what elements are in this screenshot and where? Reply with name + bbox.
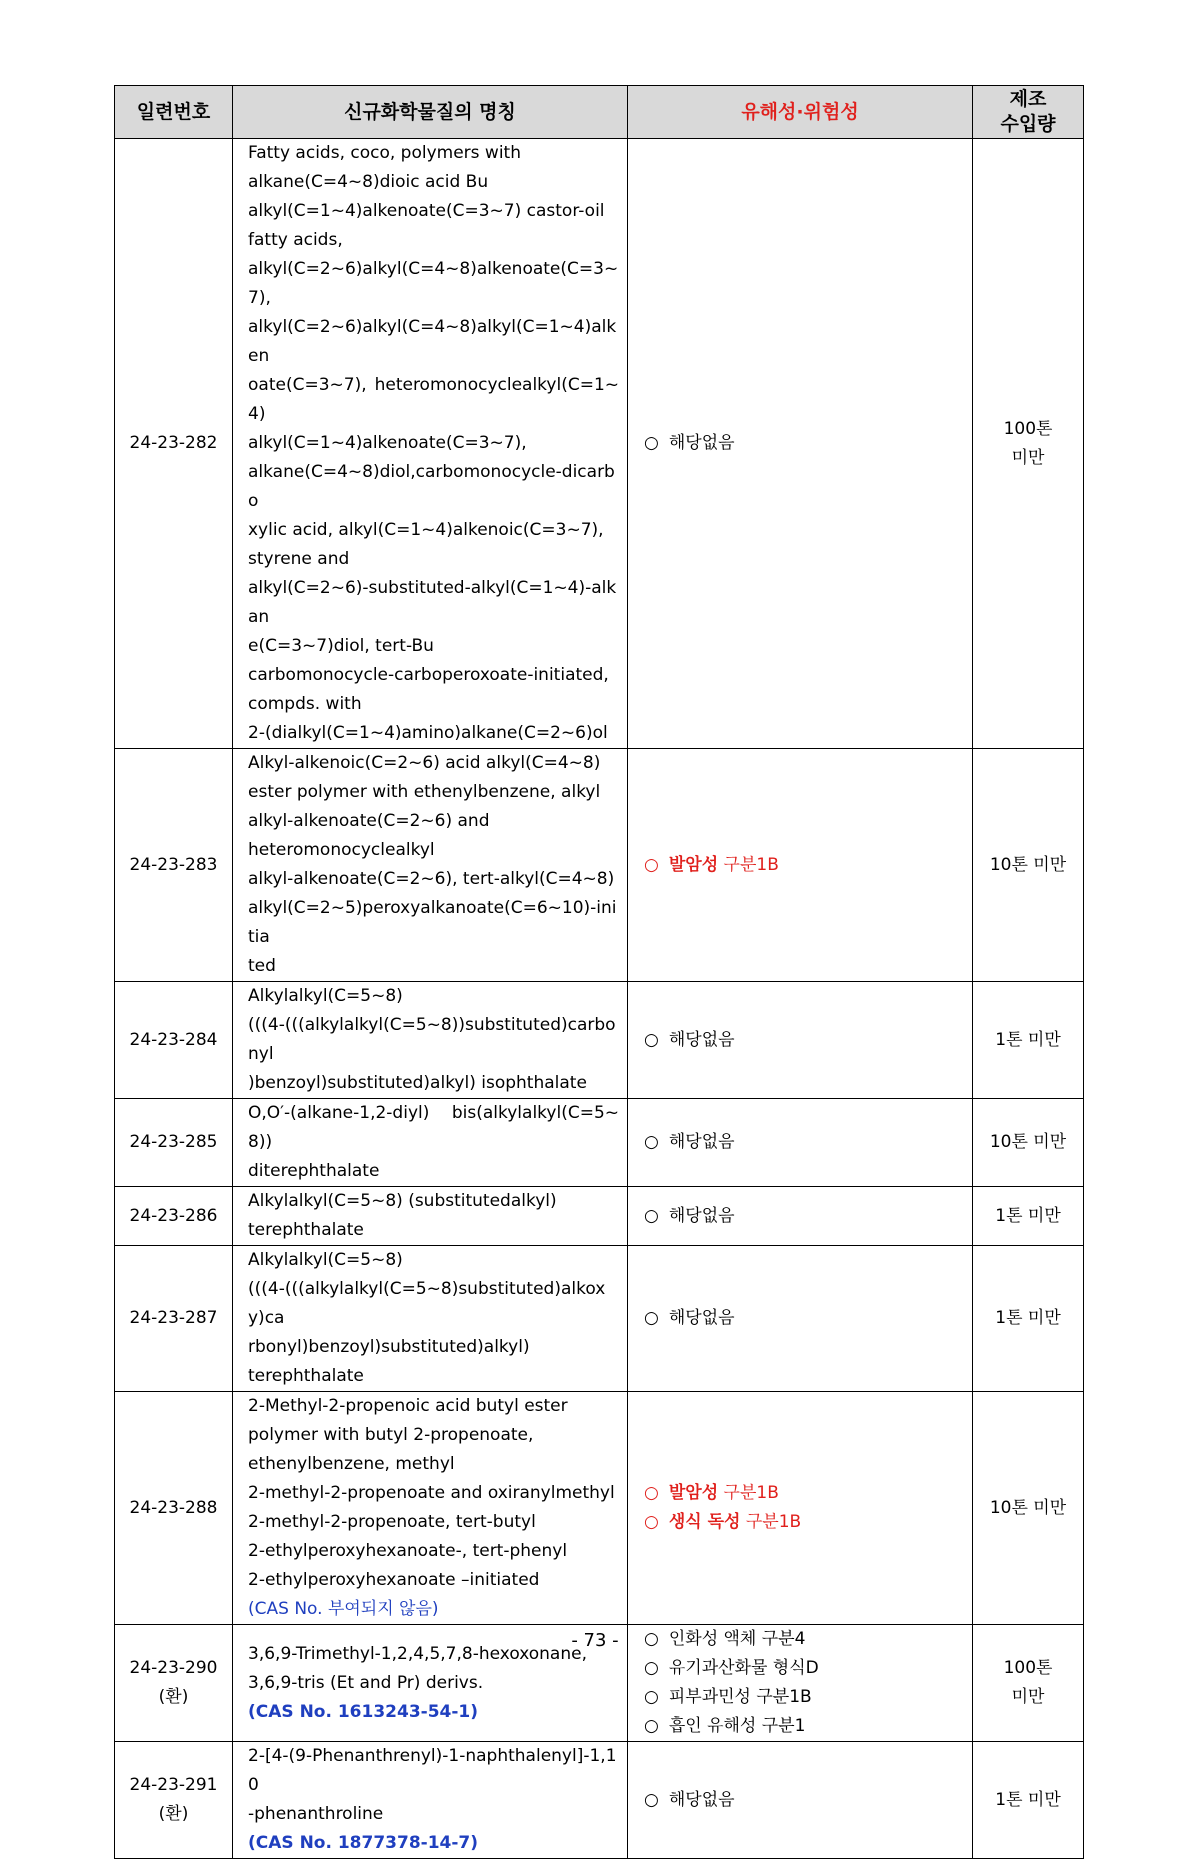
substance-name-line: O,O′-(alkane-1,2-diyl) bis(alkylalkyl(C=5~8)) [248,1103,619,1152]
substance-name-line: alkane(C=4~8)diol,carbomonocycle-dicarbo [248,462,615,511]
hazard-cell [628,982,973,1099]
substance-name-line: Alkyl-alkenoic(C=2~6) acid alkyl(C=4~8) [248,753,601,773]
table-row [115,1099,1084,1187]
substance-name-line: (((4-(((alkylalkyl(C=5~8))substituted)carbonyl [248,1015,616,1064]
substance-name-line: 2-ethylperoxyhexanoate –initiated [248,1570,540,1590]
substance-name-line: Alkylalkyl(C=5~8) [248,1250,403,1270]
substance-name-line: diterephthalate [248,1161,380,1181]
hazard-cell [628,1187,973,1246]
serial-number-cell [115,1246,233,1392]
serial-number: 24-23-282 [129,433,218,453]
circle-bullet-icon: ○ [644,1483,659,1503]
substance-name-line: 3,6,9-Trimethyl-1,2,4,5,7,8-hexoxonane, [248,1643,587,1664]
serial-number: 24-23-283 [129,854,218,875]
substance-name-line: Alkylalkyl(C=5~8) [248,986,403,1006]
header-substance-name: 신규화학물질의 명칭 [233,86,628,139]
quantity-value: 미만 [1011,1687,1045,1707]
circle-bullet-icon: ○ [644,1687,659,1707]
hazard-text: 해당없음 [668,1029,735,1050]
circle-bullet-icon: ○ [644,854,659,875]
quantity-cell [973,1246,1084,1392]
hazard-text: 구분1B [723,854,779,875]
hazard-item [644,1654,972,1683]
hazard-item [644,429,972,458]
substance-name-line: alkyl(C=2~6)alkyl(C=4~8)alkenoate(C=3~7), [248,259,619,308]
serial-number: 24-23-288 [129,1497,218,1518]
chemical-substance-table-container [114,85,1083,1859]
quantity-value: 100톤 [1003,1658,1053,1678]
hazard-item [644,1202,972,1231]
substance-name-line: (((4-(((alkylalkyl(C=5~8)substituted)alkoxy)ca [248,1279,606,1328]
cas-number: (CAS No. 1877378-14-7) [248,1833,479,1853]
hazard-item [644,1786,972,1815]
substance-name-line: 3,6,9-tris (Et and Pr) derivs. [248,1672,484,1693]
substance-name-cell [233,982,628,1099]
serial-number: 24-23-286 [129,1205,218,1226]
hazard-text: 해당없음 [668,1132,735,1152]
circle-bullet-icon: ○ [644,1205,659,1226]
circle-bullet-icon: ○ [644,1716,659,1736]
substance-name-line: xylic acid, alkyl(C=1~4)alkenoic(C=3~7), [248,520,604,540]
hazard-item [644,1479,972,1508]
header-serial-number: 일련번호 [115,86,233,139]
substance-name-line: ester polymer with ethenylbenzene, alkyl [248,782,601,802]
substance-name-line: terephthalate [248,1220,364,1240]
serial-number: (환) [158,1687,189,1707]
quantity-value: 10톤 미만 [989,1497,1067,1518]
serial-number: 24-23-284 [129,1029,218,1050]
hazard-text: 인화성 액체 구분4 [668,1629,806,1649]
substance-name-line: 2-methyl-2-propenoate and oxiranylmethyl [248,1483,615,1503]
substance-name-line: )benzoyl)substituted)alkyl) isophthalate [248,1073,587,1093]
table-row [115,139,1084,749]
hazard-class: 발암성 [668,854,719,875]
serial-number-cell [115,139,233,749]
hazard-text: 피부과민성 구분1B [668,1687,812,1707]
circle-bullet-icon: ○ [644,1132,659,1152]
substance-name-line: heteromonocyclealkyl [248,840,435,860]
circle-bullet-icon: ○ [644,433,659,453]
hazard-item [644,851,972,880]
quantity-cell [973,1187,1084,1246]
serial-number: 24-23-291 [129,1775,218,1795]
substance-name-line: alkyl(C=1~4)alkenoate(C=3~7) castor-oil [248,201,605,221]
substance-name-line: fatty acids, [248,230,343,250]
substance-name-line: carbomonocycle-carboperoxoate-initiated, [248,665,609,685]
circle-bullet-icon: ○ [644,1029,659,1050]
substance-name-line: terephthalate [248,1366,364,1386]
page-number: - 73 - [571,1630,619,1651]
hazard-cell [628,1392,973,1625]
hazard-cell [628,749,973,982]
header-hazard: 유해성·위험성 [628,86,973,139]
substance-name-cell [233,1187,628,1246]
substance-name-line: compds. with [248,694,362,714]
hazard-text: 유기과산화물 형식D [668,1658,819,1678]
substance-name-cell [233,1099,628,1187]
hazard-text: 해당없음 [668,1308,735,1328]
quantity-cell [973,1099,1084,1187]
circle-bullet-icon: ○ [644,1308,659,1328]
table-body [115,139,1084,1859]
substance-name-cell [233,1392,628,1625]
hazard-cell [628,1246,973,1392]
serial-number: (환) [158,1804,189,1824]
quantity-cell [973,1392,1084,1625]
substance-name-line: 2-ethylperoxyhexanoate-, tert-phenyl [248,1541,568,1561]
table-row [115,1392,1084,1625]
serial-number: 24-23-285 [129,1132,218,1152]
hazard-text: 해당없음 [668,433,735,453]
table-row [115,1246,1084,1392]
quantity-value: 미만 [1011,447,1045,468]
hazard-text: 해당없음 [668,1205,735,1226]
cas-number: (CAS No. 부여되지 않음) [248,1599,439,1619]
serial-number-cell [115,1099,233,1187]
circle-bullet-icon: ○ [644,1789,659,1810]
serial-number-cell [115,982,233,1099]
hazard-class: 발암성 [668,1483,719,1503]
quantity-cell [973,982,1084,1099]
table-header [115,86,1084,139]
substance-name-line: ethenylbenzene, methyl [248,1454,455,1474]
substance-name-line: rbonyl)benzoyl)substituted)alkyl) [248,1337,530,1357]
substance-name-line: e(C=3~7)diol, tert-Bu [248,636,434,656]
header-quantity [973,86,1084,139]
serial-number-cell [115,1392,233,1625]
hazard-class: 생식 독성 [668,1512,741,1532]
substance-name-line: alkyl(C=2~5)peroxyalkanoate(C=6~10)-initia [248,898,617,947]
serial-number-cell [115,749,233,982]
substance-name-cell [233,139,628,749]
substance-name-line: oate(C=3~7), heteromonocyclealkyl(C=1~4) [248,375,619,424]
table-row [115,749,1084,982]
substance-name-line: alkyl(C=2~6)alkyl(C=4~8)alkyl(C=1~4)alken [248,317,617,366]
table-row [115,1187,1084,1246]
hazard-cell [628,139,973,749]
cas-number: (CAS No. 1613243-54-1) [248,1701,479,1722]
quantity-value: 1톤 미만 [995,1789,1061,1810]
substance-name-line: -phenanthroline [248,1804,384,1824]
serial-number-cell [115,1187,233,1246]
substance-name-line: 2-[4-(9-Phenanthrenyl)-1-naphthalenyl]-1,10 [248,1746,617,1795]
substance-name-line: ted [248,956,276,976]
substance-name-line: 2-methyl-2-propenoate, tert-butyl [248,1512,536,1532]
serial-number: 24-23-290 [129,1658,218,1678]
substance-name-cell [233,1246,628,1392]
substance-name-line: 2-Methyl-2-propenoic acid butyl ester [248,1396,568,1416]
circle-bullet-icon: ○ [644,1629,659,1649]
hazard-cell [628,1742,973,1859]
quantity-cell [973,749,1084,982]
header-row [115,86,1084,139]
chemical-substance-table [114,85,1084,1859]
hazard-text: 흡인 유해성 구분1 [668,1716,806,1736]
quantity-value: 10톤 미만 [989,1132,1067,1152]
header-quantity-line: 수입량 [1000,113,1056,135]
substance-name-line: alkyl(C=2~6)-substituted-alkyl(C=1~4)-alkan [248,578,617,627]
substance-name-line: alkyl-alkenoate(C=2~6) and [248,811,490,831]
hazard-cell [628,1099,973,1187]
substance-name-line: 2-(dialkyl(C=1~4)amino)alkane(C=2~6)ol [248,723,608,743]
substance-name-line: Alkylalkyl(C=5~8) (substitutedalkyl) [248,1191,557,1211]
hazard-item [644,1128,972,1157]
substance-name-cell [233,749,628,982]
hazard-item [644,1683,972,1712]
quantity-value: 10톤 미만 [989,854,1067,875]
quantity-value: 1톤 미만 [995,1029,1061,1050]
circle-bullet-icon: ○ [644,1512,659,1532]
quantity-cell [973,1742,1084,1859]
header-quantity-line: 제조 [1009,88,1047,110]
substance-name-line: alkyl(C=1~4)alkenoate(C=3~7), [248,433,527,453]
quantity-value: 1톤 미만 [995,1308,1061,1328]
table-row [115,1742,1084,1859]
serial-number: 24-23-287 [129,1308,218,1328]
substance-name-line: alkyl-alkenoate(C=2~6), tert-alkyl(C=4~8) [248,869,615,889]
quantity-cell [973,139,1084,749]
substance-name-line: Fatty acids, coco, polymers with [248,143,521,163]
quantity-value: 100톤 [1003,418,1053,439]
hazard-item [644,1304,972,1333]
substance-name-line: alkane(C=4~8)dioic acid Bu [248,172,489,192]
circle-bullet-icon: ○ [644,1658,659,1678]
hazard-text: 구분1B [745,1512,802,1532]
serial-number-cell [115,1742,233,1859]
hazard-item [644,1026,972,1055]
hazard-text: 해당없음 [668,1789,735,1810]
table-row [115,982,1084,1099]
hazard-text: 구분1B [723,1483,779,1503]
hazard-item [644,1508,972,1537]
quantity-value: 1톤 미만 [995,1205,1061,1226]
substance-name-cell [233,1742,628,1859]
hazard-item [644,1712,972,1741]
substance-name-line: polymer with butyl 2-propenoate, [248,1425,534,1445]
substance-name-line: styrene and [248,549,350,569]
